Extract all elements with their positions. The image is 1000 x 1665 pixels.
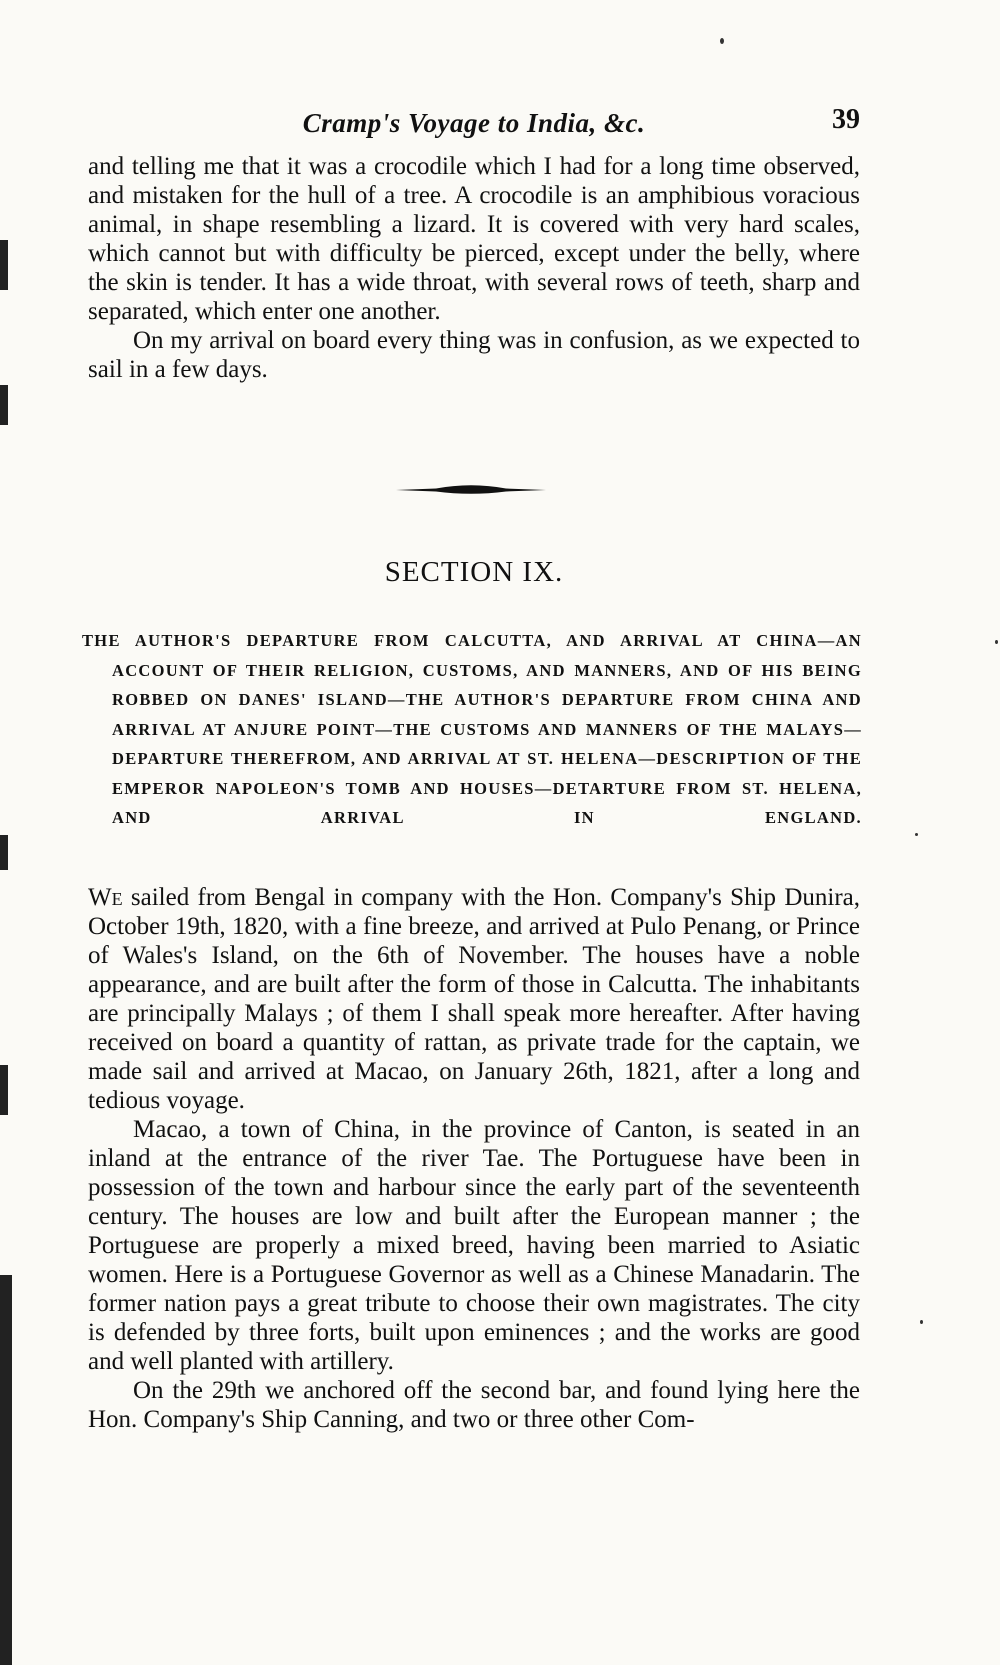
page-number: 39: [832, 104, 860, 135]
paragraph-crocodile: and telling me that it was a crocodile which I had for a long time observed, and mistaken for the hull of a tree. A crocodile is an amphibious voracious animal, in shape resembling a lizard. It is covered with very hard scales, which cannot but with difficulty be pierced, except under the belly, where the skin is tender. It has a wide throat, with several rows of teeth, sharp and separated, which enter one another.: [88, 153, 860, 325]
paragraph-text: sailed from Bengal in company with the Hon. Company's Ship Dunira, October 19th, 1820, with a fine breeze, and arrived at Pulo Penang, or Prince of Wales's Island, on the 6th of November. The houses have a noble appearance, and are built after the form of those in Calcutta. The inhabitants are principally Malays ; of them I shall speak more hereafter. After having received on board a quantity of rattan, as private trade for the captain, we made sail and arrived at Macao, on January 26th, 1821, after a long and tedious voyage.: [88, 884, 860, 1114]
ink-speck: [720, 38, 724, 44]
ink-speck: [995, 640, 998, 644]
binding-edge-shadow: [0, 835, 8, 870]
binding-edge-shadow: [0, 1065, 8, 1115]
binding-edge-shadow: [0, 385, 8, 425]
running-head: Cramp's Voyage to India, &c.: [302, 108, 646, 138]
paragraph-arrival-on-board: On my arrival on board every thing was in confusion, as we expected to sail in a few days.: [88, 327, 860, 383]
ink-speck: [915, 833, 918, 836]
body-text: [88, 883, 860, 1434]
section-synopsis: [82, 626, 862, 833]
paragraph-departure-bengal: [88, 883, 860, 1115]
top-text: [88, 152, 860, 384]
binding-edge-shadow: [0, 1275, 12, 1665]
drop-word: We: [88, 884, 123, 911]
section-title: SECTION IX.: [384, 556, 564, 588]
section-divider-ornament: [396, 482, 546, 498]
binding-edge-shadow: [0, 240, 8, 290]
synopsis-text: THE AUTHOR'S DEPARTURE FROM CALCUTTA, AND ARRIVAL AT CHINA—AN ACCOUNT OF THEIR RELIGION, CUSTOMS, AND MANNERS, AND OF HIS BEING ROBBED ON DANES' ISLAND—THE AUTHOR'S DEPARTURE FROM CHINA AND ARRIVAL AT ANJURE POINT—THE CUSTOMS AND MANNERS OF THE MALAYS—DEPARTURE THEREFROM, AND ARRIVAL AT ST. HELENA—DESCRIPTION OF THE EMPEROR NAPOLEON'S TOMB AND HOUSES—DETARTURE FROM ST. HELENA, AND ARRIVAL IN ENGLAND.: [82, 631, 862, 827]
page-header: [88, 100, 860, 144]
ink-speck: [920, 1320, 923, 1324]
paragraph-macao: Macao, a town of China, in the province of Canton, is seated in an inland at the entrance of the river Tae. The Portuguese have been in possession of the town and harbour since the early part of the seventeenth century. The houses are low and built after the European manner ; the Portuguese are properly a mixed breed, having been married to Asiatic women. Here is a Portuguese Governor as well as a Chinese Manadarin. The former nation pays a great tribute to choose their own magistrates. The city is defended by three forts, built upon eminences ; and the works are good and well planted with artillery.: [88, 1116, 860, 1375]
paragraph-anchored: On the 29th we anchored off the second bar, and found lying here the Hon. Company's Ship Canning, and two or three other Com-: [88, 1377, 860, 1433]
